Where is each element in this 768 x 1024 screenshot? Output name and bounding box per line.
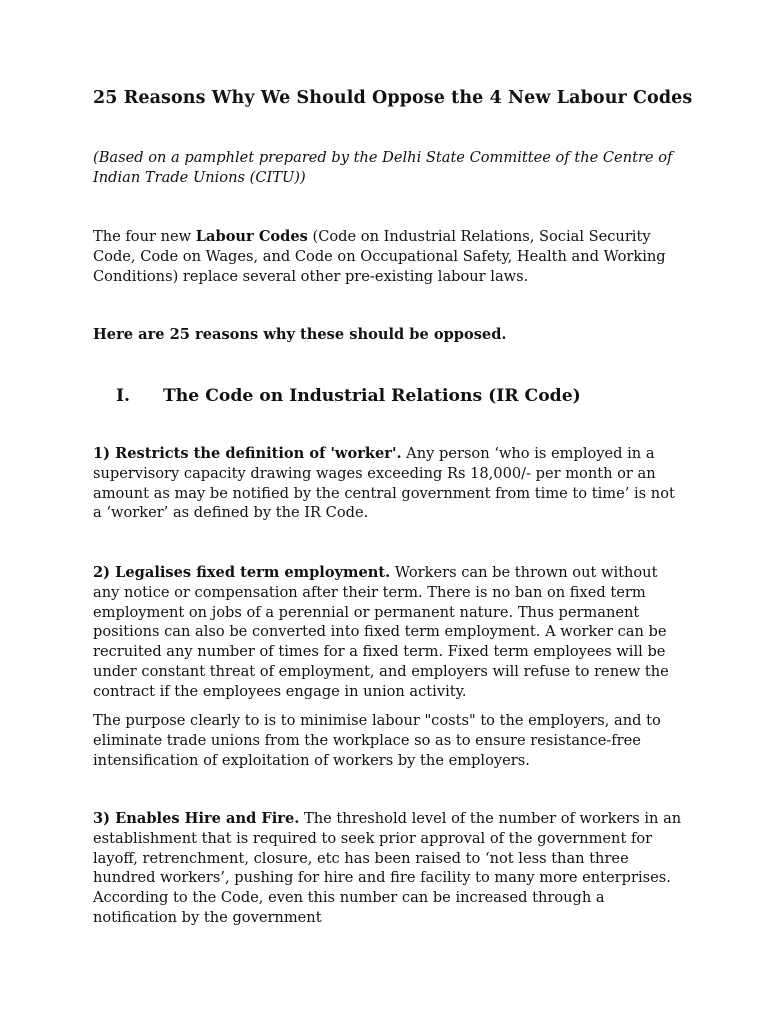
reason-body: The threshold level of the number of workers in an establishment that is required to seek prior approval of the government for layoff, retrenchment, closure, etc has been raised to ‘not less than three hundred workers’, pushing for hire and fire facility to many more enterprises. According to the Code, even this number can be increased through a notification by the government <box>93 810 682 926</box>
reason-continuation-paragraph: The purpose clearly to is to minimise labour "costs" to the employers, and to eliminate trade unions from the workplace so as to ensure resistance-free intensification of exploitation of workers by the employers. <box>93 712 661 769</box>
reason-paragraph <box>93 809 685 928</box>
reason-heading: 3) Enables Hire and Fire. <box>93 810 300 827</box>
reason-body: Any person ‘who is employed in a supervisory capacity drawing wages exceeding Rs 18,000/- per month or an amount as may be notified by the central government from time to time’ is not a ‘worker’ as defined by the IR Code. <box>93 445 675 522</box>
reason-heading: 1) Restricts the definition of 'worker'. <box>93 445 402 462</box>
reason-paragraph <box>93 563 685 702</box>
section-heading <box>116 384 581 408</box>
intro-prefix: The four new <box>93 228 196 245</box>
section-number: I. <box>116 386 131 406</box>
document-title: 25 Reasons Why We Should Oppose the 4 New Labour Codes <box>93 88 693 108</box>
lead-statement: Here are 25 reasons why these should be opposed. <box>93 326 507 343</box>
reason-paragraph <box>93 444 685 523</box>
section-title: The Code on Industrial Relations (IR Code) <box>163 386 581 406</box>
intro-suffix: (Code on Industrial Relations, Social Security Code, Code on Wages, and Code on Occupational Safety, Health and Working Conditions) replace several other pre-existing labour laws. <box>93 228 666 285</box>
reason-body: Workers can be thrown out without any notice or compensation after their term. There is no ban on fixed term employment on jobs of a perennial or permanent nature. Thus permanent positions can also be converted into fixed term employment. A worker can be recruited any number of times for a fixed term. Fixed term employees will be under constant threat of employment, and employers will refuse to renew the contract if the employees engage in union activity. <box>93 564 669 700</box>
reason-heading: 2) Legalises fixed term employment. <box>93 564 391 581</box>
intro-paragraph <box>93 227 685 286</box>
intro-bold-term: Labour Codes <box>195 228 308 245</box>
document-subtitle: (Based on a pamphlet prepared by the Delhi State Committee of the Centre of Indian Trade Unions (CITU)) <box>93 149 673 186</box>
